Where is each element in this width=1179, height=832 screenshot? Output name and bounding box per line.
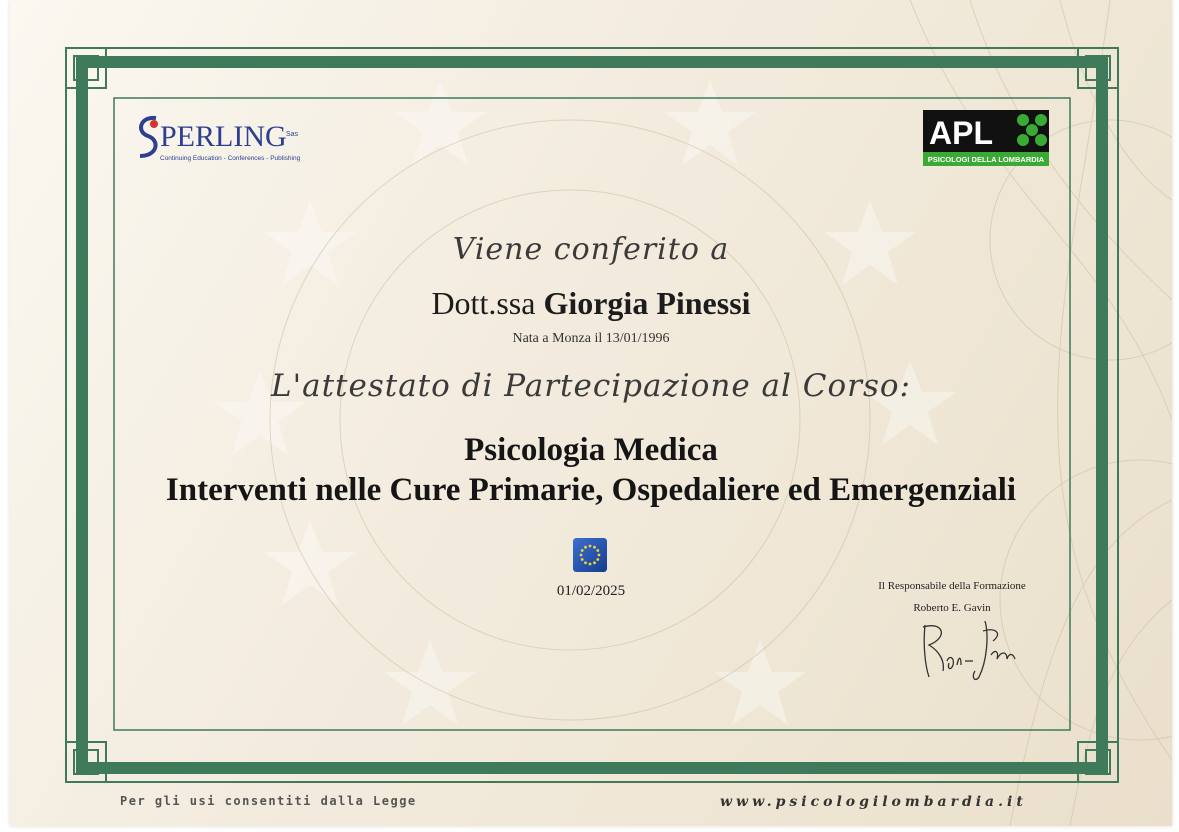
attestato-heading: L'attestato di Partecipazione al Corso: — [270, 368, 911, 404]
sperling-logo — [130, 108, 310, 170]
eu-flag-icon — [573, 538, 607, 572]
certificate-page — [10, 0, 1172, 826]
footer-website: www.psicologilombardia.it — [720, 794, 1027, 810]
recipient-name: Giorgia Pinessi — [543, 285, 751, 321]
course-subtitle: Interventi nelle Cure Primarie, Ospedaliere ed Emergenziali — [165, 472, 1017, 508]
issue-date: 01/02/2025 — [556, 583, 626, 599]
signatory-name: Roberto E. Gavin — [913, 602, 991, 614]
intro-text: Viene conferito a — [452, 232, 730, 267]
signatory-role: Il Responsabile della Formazione — [878, 580, 1026, 592]
course-title: Psicologia Medica — [464, 432, 718, 468]
recipient-line — [10, 285, 1172, 322]
svg-text:APL: APL — [929, 115, 993, 151]
footer-legal-note: Per gli usi consentiti dalla Legge — [120, 794, 417, 808]
recipient-title: Dott.ssa — [431, 285, 536, 321]
svg-text:Sas: Sas — [286, 131, 299, 138]
svg-text:Continuing Education - Confere: Continuing Education - Conferences - Publishing — [160, 155, 301, 162]
signature-image — [903, 615, 1023, 687]
birth-info: Nata a Monza il 13/01/1996 — [512, 331, 670, 346]
svg-text:PERLING: PERLING — [160, 120, 287, 153]
svg-text:PSICOLOGI DELLA LOMBARDIA: PSICOLOGI DELLA LOMBARDIA — [927, 155, 1045, 164]
apl-logo — [923, 110, 1049, 166]
